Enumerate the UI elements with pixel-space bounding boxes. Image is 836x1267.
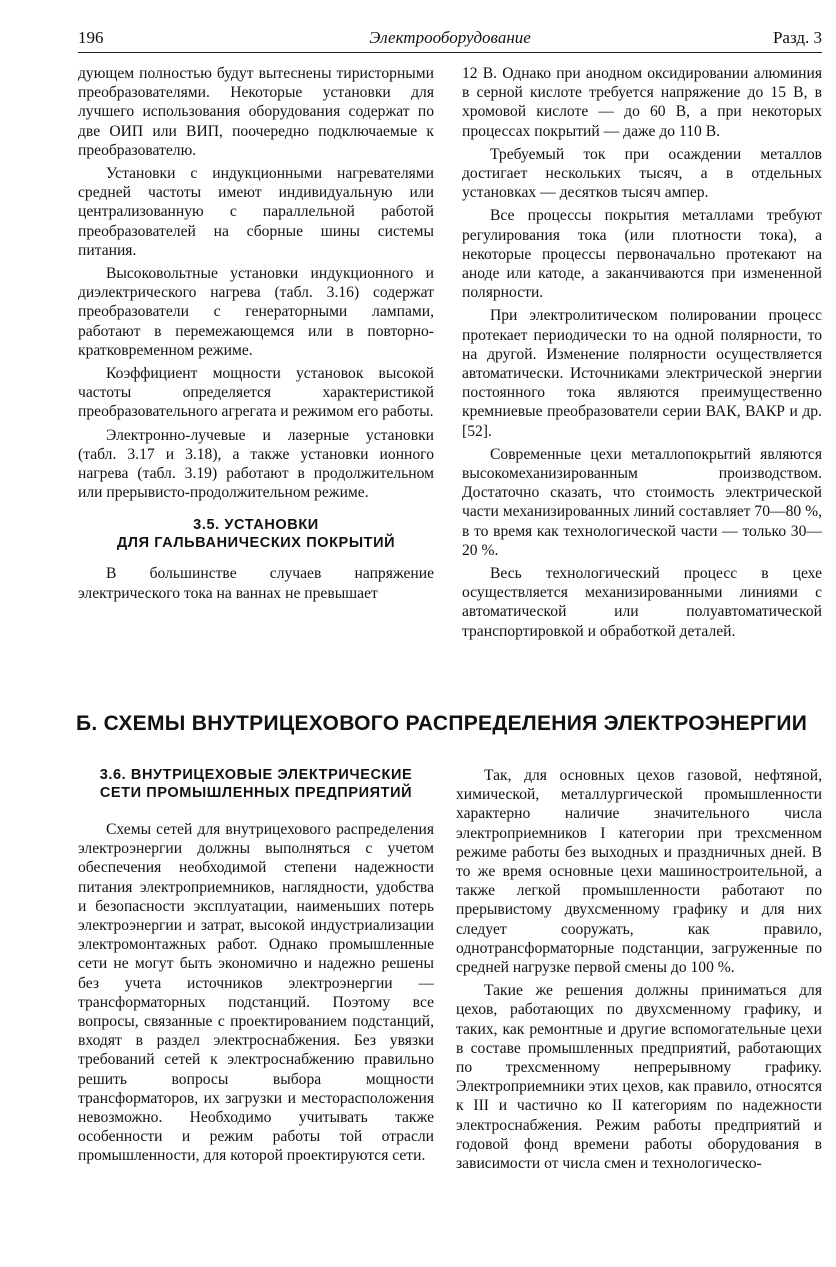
paragraph: Коэффициент мощности установок высокой частоты определяется характеристикой преобразовательного агрегата и режимом его работы.	[78, 365, 434, 421]
paragraph: Весь технологический процесс в цехе осуществляется механизированными линиями с автоматической или полуавтоматической транспортировкой и обработкой деталей.	[462, 565, 822, 640]
paragraph: Высоковольтные установки индукционного и диэлектрического нагрева (табл. 3.16) содержат преобразователи с генераторными лампами, работают в перемежающемся или в повторно-кратковременном режиме.	[78, 265, 434, 359]
subsection-heading-line: СЕТИ ПРОМЫШЛЕННЫХ ПРЕДПРИЯТИЙ	[99, 785, 413, 801]
paragraph: Все процессы покрытия металлами требуют регулирования тока (или плотности тока), а некоторые процессы первоначально протекают на аноде или катоде, а заканчиваются при измененной полярности.	[462, 207, 822, 302]
subsection-heading-line: ДЛЯ ГАЛЬВАНИЧЕСКИХ ПОКРЫТИЙ	[116, 535, 396, 552]
paragraph: Так, для основных цехов газовой, нефтяной, химической, металлургической промышленности характерно наличие значительного числа электроприемников I категории при трехсменном режиме работы без выходных и праздничных дней. В то же время основные цехи машиностроительной, а также легкой промышленности работают по прерывистому двухсменному графику и для них следует сооружать, как правило, однотрансформаторные подстанции, загруженные по средней нагрузке первой смены до 100 %.	[456, 767, 822, 977]
paragraph: 12 В. Однако при анодном оксидировании алюминия в серной кислоте требуется напряжение до 15 В, в хромовой кислоте — до 60 В, а при некоторых процессах покрытий — даже до 110 В.	[462, 65, 822, 140]
paragraph: Современные цехи металлопокрытий являются высокомеханизированным производством. Достаточно сказать, что стоимость электрической части механизированных линий составляет 70—80 %, в то время как технологической части — только 30—20 %.	[462, 445, 822, 559]
top-right-column	[462, 64, 822, 641]
bottom-right-column	[456, 766, 822, 1173]
running-title: Электрооборудование	[369, 28, 531, 47]
subsection-heading-line: 3.6. ВНУТРИЦЕХОВЫЕ ЭЛЕКТРИЧЕСКИЕ	[99, 767, 413, 783]
subsection-heading-3-6	[78, 766, 434, 802]
paragraph: дующем полностью будут вытеснены тиристорными преобразователями. Некоторые установки для лучшего использования оборудования содержат по две ОИП или ВИП, поочередно подключаемые к преобразователю.	[78, 65, 434, 159]
paragraph: Схемы сетей для внутрицехового распределения электроэнергии должны выполняться с учетом обеспечения необходимой степени надежности питания электроприемников, наглядности, удобства и безопасности эксплуатации, наименьших потерь электроэнергии и затрат, высокой индустриализации электромонтажных работ. Однако промышленные сети не могут быть экономично и надежно решены без учета источников электроэнергии — трансформаторных подстанций. Поэтому все вопросы, связанные с проектированием подстанций, входят в раздел электроснабжения. Без увязки требований сетей к электроснабжению правильно решить вопросы выбора мощности трансформаторов, их загрузки и месторасположения невозможно. Необходимо учитывать также особенности и режим работы той отрасли промышленности, для которой проектируются сети.	[78, 821, 434, 1165]
bottom-left-column	[78, 766, 434, 1166]
subsection-heading-3-5	[78, 516, 434, 552]
page-number: 196	[78, 28, 104, 47]
paragraph: Такие же решения должны приниматься для цехов, работающих по двухсменному графику, и таких, как ремонтные и другие вспомогательные цехи в составе промышленных предприятий, работающих по трехсменному непрерывному графику. Электроприемники этих цехов, как правило, относятся к III и частично ко II категориям по надежности электроснабжения. Режим работы предприятий и годовой фонд времени работы оборудования в зависимости от числа смен и технологическо-	[456, 982, 822, 1173]
paragraph: Электронно-лучевые и лазерные установки (табл. 3.17 и 3.18), а также установки ионного нагрева (табл. 3.19) работают в продолжительном или прерывисто-продолжительном режиме.	[78, 426, 434, 502]
page-header	[78, 24, 822, 53]
section-heading-b: Б. СХЕМЫ ВНУТРИЦЕХОВОГО РАСПРЕДЕЛЕНИЯ ЭЛЕКТРОЭНЕРГИИ	[76, 712, 808, 735]
section-label: Разд. 3	[772, 28, 822, 47]
paragraph: При электролитическом полировании процесс протекает периодически то на одной полярности, то на другой. Изменение полярности осуществляется автоматически. Источниками электрической энергии постоянного тока являются преимущественно кремниевые преобразователи серии ВАК, ВАКР и др. [52].	[462, 307, 822, 440]
subsection-heading-line: 3.5. УСТАНОВКИ	[193, 517, 319, 534]
paragraph: Требуемый ток при осаждении металлов достигает нескольких тысяч, а в отдельных установках — десятков тысяч ампер.	[462, 145, 822, 202]
paragraph: Установки с индукционными нагревателями средней частоты имеют индивидуальную или централизованную с параллельной работой преобразователей на сборные шины системы питания.	[78, 165, 434, 259]
top-left-column	[78, 64, 434, 603]
paragraph: В большинстве случаев напряжение электрического тока на ваннах не превышает	[78, 565, 434, 602]
